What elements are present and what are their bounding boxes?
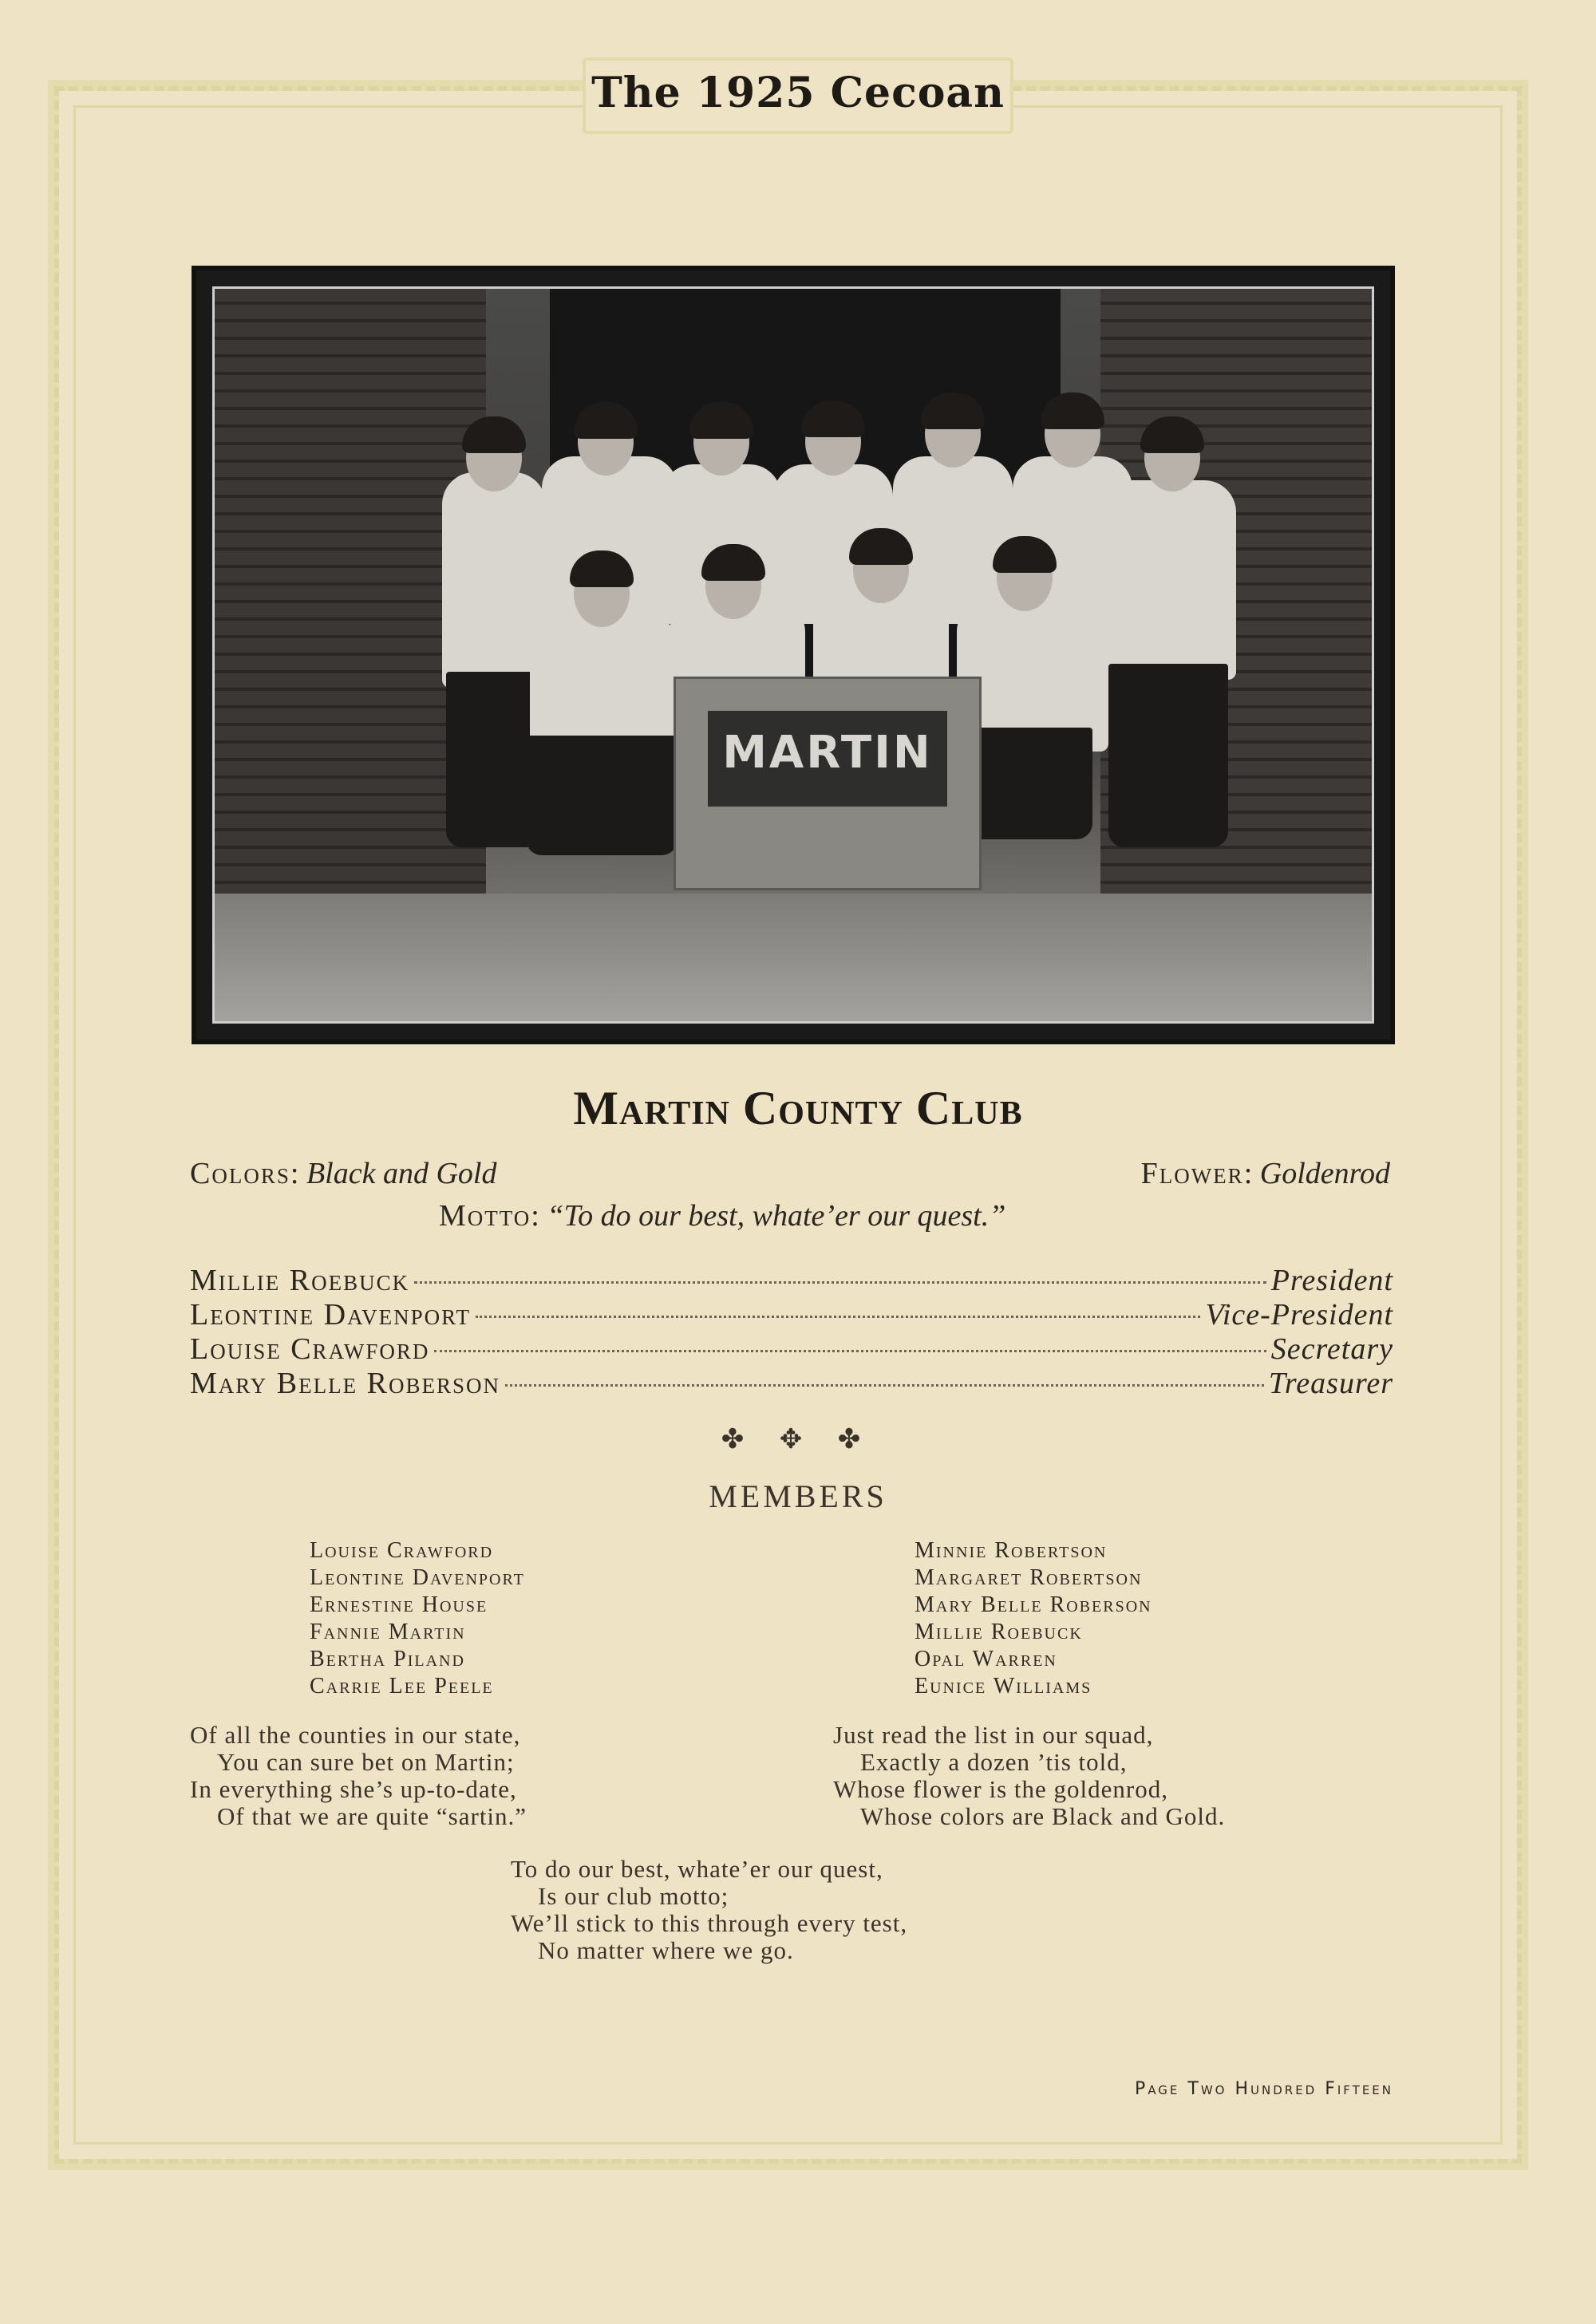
banner-text: MARTIN (722, 727, 933, 779)
officer-row (190, 1332, 1393, 1367)
club-photograph (192, 266, 1395, 1044)
officer-row (190, 1366, 1393, 1401)
member-name: Millie Roebuck (915, 1620, 1083, 1644)
members-list-left (310, 1537, 525, 1700)
motto-line: Motto: “To do our best, whate’er our quest.” (439, 1199, 1006, 1233)
member-name: Ernestine House (310, 1592, 488, 1617)
member-name: Eunice Williams (915, 1674, 1092, 1699)
motto-value: “To do our best, whate’er our quest.” (547, 1199, 1006, 1233)
verse-right (833, 1722, 1225, 1830)
leader-dots (414, 1281, 1266, 1284)
verse-line: Whose flower is the goldenrod, (833, 1775, 1168, 1803)
verse-line: Of all the counties in our state, (190, 1721, 521, 1749)
officer-row (190, 1297, 1393, 1332)
club-title: Martin County Club (573, 1082, 1023, 1134)
sidewalk (215, 894, 1372, 1021)
page-header-title: The 1925 Cecoan (591, 69, 1005, 117)
leader-dots (505, 1384, 1264, 1387)
verse-line: In everything she’s up-to-date, (190, 1775, 517, 1803)
flower-value: Goldenrod (1259, 1157, 1390, 1190)
member-name: Carrie Lee Peele (310, 1674, 494, 1699)
flower-label: Flower (1140, 1157, 1244, 1190)
verse-line: Just read the list in our squad, (833, 1721, 1154, 1749)
officer-name: Millie Roebuck (190, 1264, 410, 1297)
club-member-skirt (1108, 664, 1228, 847)
verse-left (190, 1722, 527, 1830)
officer-role: President (1270, 1264, 1393, 1297)
members-list-right (915, 1537, 1152, 1700)
officer-name: Louise Crawford (190, 1332, 430, 1366)
officer-name: Mary Belle Roberson (190, 1367, 500, 1400)
member-name: Louise Crawford (310, 1538, 494, 1563)
flower-line: Flower: Goldenrod (1140, 1157, 1390, 1190)
martin-banner (674, 677, 982, 890)
member-name: Margaret Robertson (915, 1565, 1143, 1590)
member-name: Mary Belle Roberson (915, 1592, 1152, 1617)
officer-role: Secretary (1270, 1332, 1393, 1366)
club-member-figure (1100, 480, 1236, 680)
verse-line: Of that we are quite “sartin.” (217, 1802, 527, 1830)
members-heading: MEMBERS (709, 1478, 887, 1514)
member-name: Bertha Piland (310, 1647, 465, 1671)
member-name: Fannie Martin (310, 1620, 466, 1644)
verse-line: You can sure bet on Martin; (217, 1748, 515, 1776)
leader-dots (434, 1350, 1266, 1352)
colors-line: Colors: Black and Gold (190, 1157, 497, 1190)
officer-name: Leontine Davenport (190, 1298, 472, 1332)
member-name: Minnie Robertson (915, 1538, 1108, 1563)
verse-line: To do our best, whate’er our quest, (511, 1855, 883, 1883)
verse-center (511, 1856, 907, 1964)
verse-line: No matter where we go. (538, 1936, 794, 1964)
colors-label: Colors (190, 1157, 290, 1190)
photo-scene (212, 286, 1374, 1024)
member-name: Opal Warren (915, 1647, 1057, 1671)
officer-role: Vice-President (1205, 1298, 1393, 1332)
motto-label: Motto (439, 1199, 531, 1233)
officer-row (190, 1263, 1393, 1298)
club-member-skirt (526, 736, 678, 855)
member-name: Leontine Davenport (310, 1565, 525, 1590)
verse-line: Whose colors are Black and Gold. (860, 1802, 1226, 1830)
verse-line: Is our club motto; (538, 1882, 729, 1910)
club-member-skirt (965, 728, 1092, 839)
verse-line: We’ll stick to this through every test, (511, 1909, 908, 1937)
colors-value: Black and Gold (306, 1157, 497, 1190)
ornament-divider: ✤ ✥ ✤ (721, 1425, 875, 1454)
officer-role: Treasurer (1268, 1367, 1393, 1400)
verse-line: Exactly a dozen ’tis told, (860, 1748, 1128, 1776)
leader-dots (476, 1316, 1200, 1318)
page-number: Page Two Hundred Fifteen (1135, 2079, 1393, 2099)
